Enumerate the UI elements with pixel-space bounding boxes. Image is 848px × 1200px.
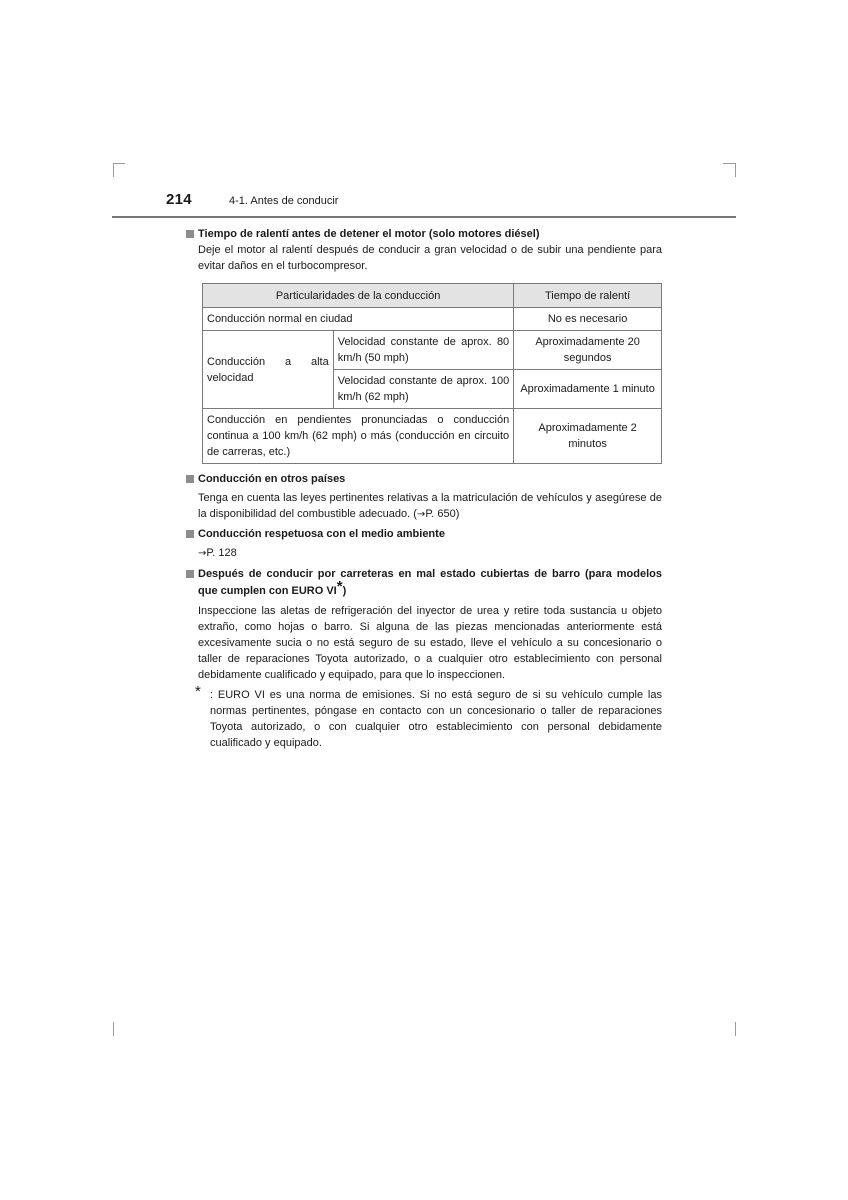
- paragraph-text: Tenga en cuenta las leyes pertinentes relativas a la matriculación de vehículos y asegúrese de la disponibilidad del combustible adecuado. (: [198, 492, 662, 520]
- crop-mark-top-left-h: [113, 163, 125, 164]
- page-reference-link[interactable]: P. 650: [425, 508, 456, 520]
- page-content: [186, 226, 662, 751]
- crop-mark-top-left-v: [113, 163, 114, 177]
- heading-text: Conducción en otros países: [198, 473, 346, 485]
- table-cell-label: Conducción en pendientes pronunciadas o conducción continua a 100 km/h (62 mph) o más (conducción en circuito de carreras, etc.): [203, 409, 514, 464]
- crop-mark-bottom-left-v: [113, 1022, 114, 1036]
- table-header-cell: Tiempo de ralentí: [514, 284, 662, 308]
- heading-text: [198, 566, 662, 599]
- table-row: [203, 308, 662, 331]
- table-cell-sublabel: Velocidad constante de aprox. 100 km/h (62 mph): [333, 370, 513, 409]
- table-row: [203, 331, 662, 370]
- crop-mark-top-right-h: [723, 163, 735, 164]
- section-heading-other-countries: [186, 471, 662, 487]
- paragraph-close: ): [455, 508, 460, 520]
- heading-text: Conducción respetuosa con el medio ambiente: [198, 528, 445, 540]
- table-cell-sublabel: Velocidad constante de aprox. 80 km/h (50 mph): [333, 331, 513, 370]
- square-bullet-icon: [186, 230, 194, 238]
- square-bullet-icon: [186, 530, 194, 538]
- table-cell-time: No es necesario: [514, 308, 662, 331]
- square-bullet-icon: [186, 475, 194, 483]
- footnote-text: : EURO VI es una norma de emisiones. Si no está seguro de si su vehículo cumple las normas pertinentes, póngase en contacto con un concesionario o taller de reparaciones Toyota autorizado, o con cualquier otro establecimiento con personal debidamente cualificado y equipado.: [210, 689, 662, 749]
- table-cell-time: Aproximadamente 20 segundos: [514, 331, 662, 370]
- section-text-other-countries: [198, 490, 662, 523]
- asterisk-icon: *: [336, 578, 343, 595]
- arrow-right-icon: →: [198, 548, 207, 559]
- table-cell-label: Conducción normal en ciudad: [203, 308, 514, 331]
- heading-text: Tiempo de ralentí antes de detener el motor (solo motores diésel): [198, 228, 540, 240]
- asterisk-icon: *: [195, 683, 201, 700]
- table-row: [203, 409, 662, 464]
- page-reference-link[interactable]: P. 128: [206, 547, 237, 559]
- section-title: 4-1. Antes de conducir: [229, 195, 339, 207]
- section-heading-mud: [186, 566, 662, 599]
- arrow-right-icon: →: [416, 509, 426, 520]
- footnote-mark: [195, 683, 210, 751]
- heading-text-main: Después de conducir por carreteras en mal estado cubiertas de barro (para modelos que cumplen con EURO VI: [198, 568, 662, 597]
- section-text-mud: Inspeccione las aletas de refrigeración del inyector de urea y retire toda sustancia u objeto extraño, como hojas o barro. Si alguna de las piezas mencionadas anteriormente está excesivamente sucia o no está seguro de su estado, lleve el vehículo a su concesionario o taller de reparaciones Toyota autorizado, o a cualquier otro establecimiento con personal debidamente cualificado y equipado, para que lo inspeccionen.: [198, 605, 662, 681]
- header-rule: [112, 216, 736, 218]
- square-bullet-icon: [186, 570, 194, 578]
- idle-time-table: [202, 283, 662, 464]
- table-cell-time: Aproximadamente 1 minuto: [514, 370, 662, 409]
- table-header-row: [203, 284, 662, 308]
- heading-text-close: ): [342, 585, 347, 597]
- section-heading-eco: [186, 526, 662, 542]
- section-text-idle: Deje el motor al ralentí después de conducir a gran velocidad o de subir una pendiente para evitar daños en el turbocompresor.: [198, 244, 662, 272]
- table-cell-label: Conducción a alta velocidad: [203, 331, 334, 409]
- table-header-cell: Particularidades de la conducción: [203, 284, 514, 308]
- crop-mark-bottom-right-v: [735, 1022, 736, 1036]
- section-heading-idle: [186, 226, 662, 242]
- footnote: [195, 683, 662, 751]
- page-number: 214: [166, 191, 192, 208]
- section-ref-eco: [198, 545, 662, 562]
- crop-mark-top-right-v: [735, 163, 736, 177]
- table-cell-time: Aproximadamente 2 minutos: [514, 409, 662, 464]
